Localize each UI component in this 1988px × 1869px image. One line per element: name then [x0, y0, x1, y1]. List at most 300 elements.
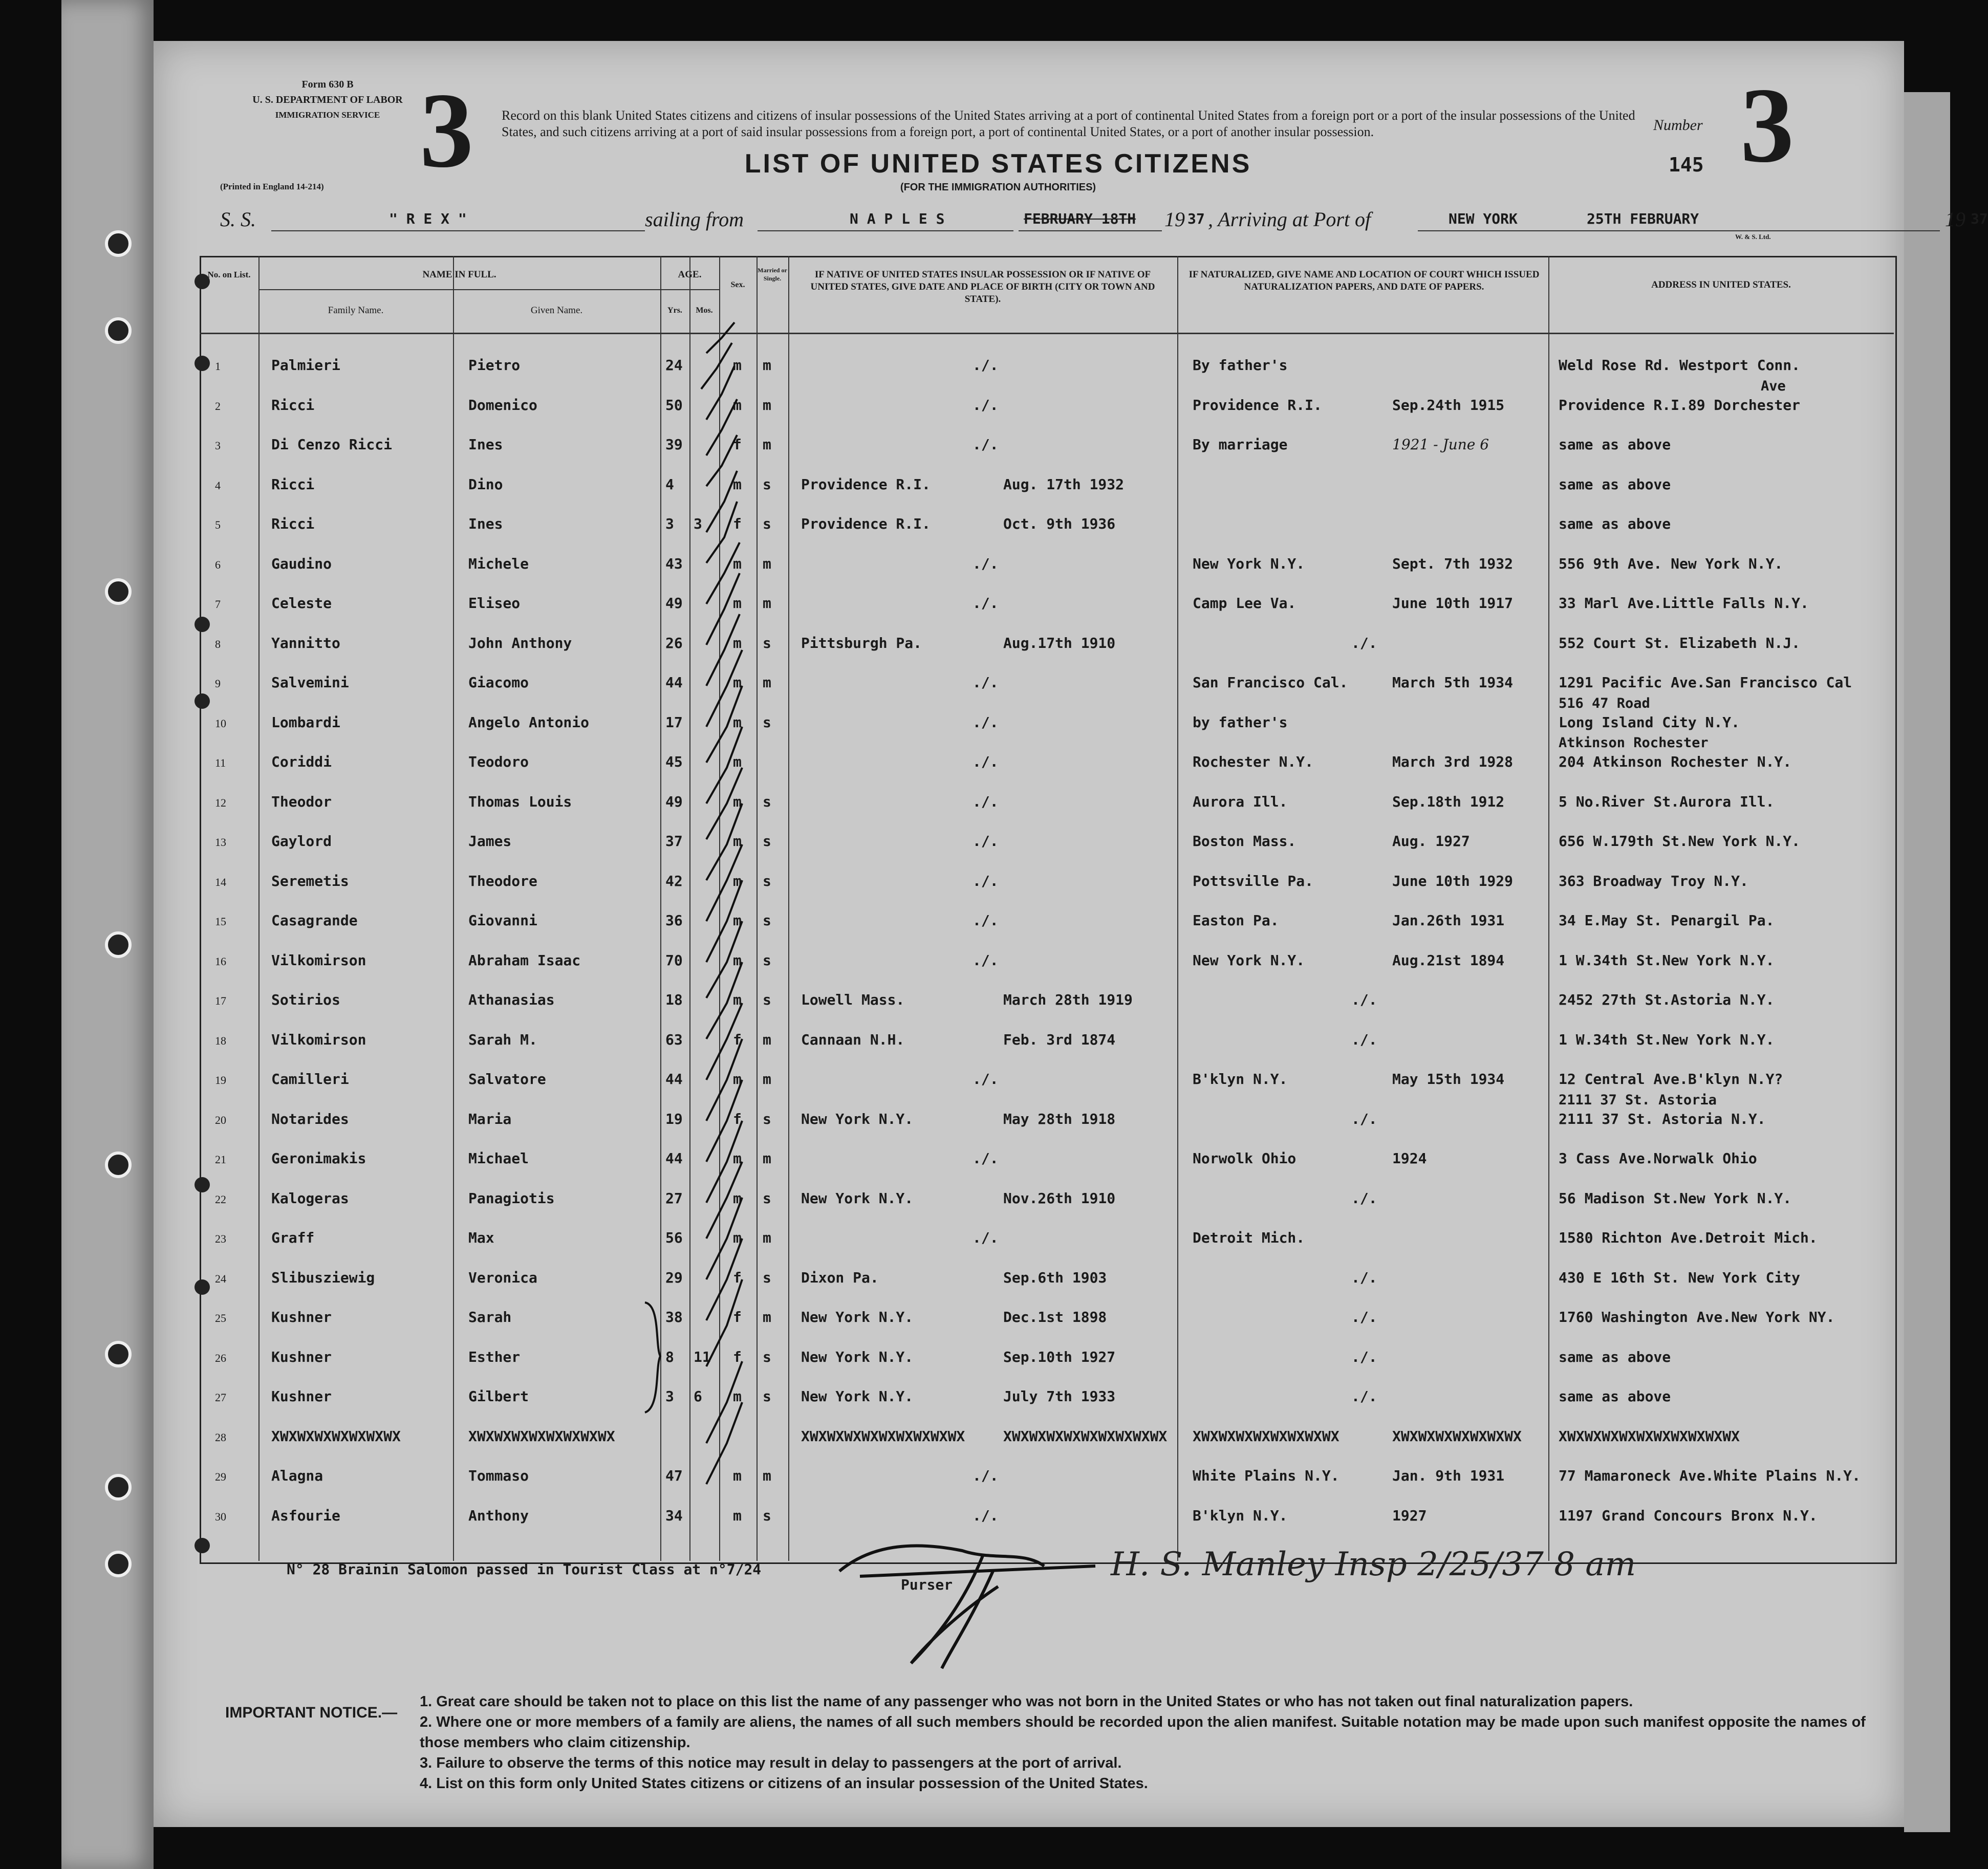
- cell-family: Yannitto: [271, 634, 340, 651]
- table-row: [200, 1094, 1894, 1134]
- cell-given: James: [468, 833, 512, 850]
- cell-nat-court: Norwolk Ohio: [1193, 1150, 1296, 1167]
- table-row: [200, 340, 1894, 380]
- cell-address: 556 9th Ave. New York N.Y.: [1559, 555, 1783, 572]
- cell-nat-date: June 10th 1929: [1392, 872, 1514, 889]
- cell-birth-date: Feb. 3rd 1874: [1003, 1031, 1116, 1048]
- cell-birth-date: ./.: [973, 1507, 999, 1524]
- cell-rno: 25: [215, 1312, 226, 1324]
- cell-yrs: 63: [665, 1031, 683, 1048]
- cell-family: Sotirios: [271, 991, 340, 1008]
- cell-birth-place: Dixon Pa.: [801, 1269, 879, 1286]
- cell-address: 1291 Pacific Ave.San Francisco Cal: [1559, 674, 1852, 691]
- ss-label: S. S.: [220, 208, 256, 231]
- cell-rno: 15: [215, 915, 226, 928]
- table-row: [200, 1332, 1894, 1372]
- table-row: [200, 1213, 1894, 1252]
- cell-sex: m: [733, 555, 742, 572]
- cell-address: Weld Rose Rd. Westport Conn.: [1559, 357, 1801, 374]
- cell-nat-court: Boston Mass.: [1193, 833, 1296, 850]
- cell-birth-date: ./.: [973, 1467, 999, 1484]
- cell-ms: m: [763, 1071, 771, 1088]
- big-number-right: 3: [1740, 66, 1794, 185]
- page-subtitle: (FOR THE IMMIGRATION AUTHORITIES): [900, 182, 1096, 193]
- cell-birth-date: ./.: [973, 357, 999, 374]
- cell-ms: s: [763, 991, 771, 1008]
- cell-yrs: 24: [665, 357, 683, 374]
- col-header-given-name: Given Name.: [530, 305, 583, 316]
- cell-address: 77 Mamaroneck Ave.White Plains N.Y.: [1559, 1467, 1861, 1484]
- binder-hole: [105, 317, 132, 344]
- cell-address: 3 Cass Ave.Norwalk Ohio: [1559, 1150, 1757, 1167]
- table-row: [200, 1134, 1894, 1173]
- cell-rno: 24: [215, 1272, 226, 1285]
- department-label: U. S. DEPARTMENT OF LABOR: [252, 94, 403, 105]
- cell-nat-court: ./.: [1351, 1309, 1377, 1325]
- arriving-label: , Arriving at Port of: [1208, 208, 1371, 231]
- cell-birth-date: ./.: [973, 1071, 999, 1088]
- cell-rno: 1: [215, 360, 221, 373]
- cell-ms: s: [763, 634, 771, 651]
- cell-family: Geronimakis: [271, 1150, 366, 1167]
- cell-sex: f: [733, 1110, 742, 1127]
- cell-ms: m: [763, 595, 771, 612]
- form-info-block: [220, 77, 435, 123]
- cell-sex: f: [733, 1309, 742, 1325]
- cell-family: Salvemini: [271, 674, 349, 691]
- cell-rno: 18: [215, 1034, 226, 1047]
- cell-rno: 30: [215, 1510, 226, 1523]
- notice-item-2: 2. Where one or more members of a family are aliens, the names of all such members should be recorded upon the alien manifest. Suitable notation may be made upon such manifest opposite the names of those members who claim citizenship.: [420, 1714, 1866, 1751]
- cell-sex: m: [733, 793, 742, 810]
- table-row: [200, 420, 1894, 459]
- cell-birth-date: ./.: [973, 951, 999, 969]
- cell-ms: s: [763, 1348, 771, 1365]
- cell-rno: 19: [215, 1074, 226, 1086]
- cell-birth-date: ./.: [973, 833, 999, 850]
- printed-note: (Printed in England 14-214): [220, 182, 324, 191]
- cell-yrs: 26: [665, 634, 683, 651]
- cell-ms: m: [763, 1031, 771, 1048]
- col-header-address: ADDRESS IN UNITED STATES.: [1651, 279, 1791, 290]
- cell-yrs: 70: [665, 951, 683, 969]
- table-row: [200, 1372, 1894, 1411]
- cell-nat-date: June 10th 1917: [1392, 595, 1514, 612]
- inspector-note: H. S. Manley Insp 2/25/37 8 am: [1111, 1546, 1636, 1583]
- cell-rno: 3: [215, 439, 221, 452]
- cell-nat-court: New York N.Y.: [1193, 555, 1305, 572]
- cell-ms: m: [763, 1309, 771, 1325]
- cell-birth-date: Sep.6th 1903: [1003, 1269, 1107, 1286]
- cell-birth-date: Dec.1st 1898: [1003, 1309, 1107, 1325]
- cell-nat-date: March 3rd 1928: [1392, 753, 1514, 770]
- cell-given: Pietro: [468, 357, 521, 374]
- cell-nat-court: Providence R.I.: [1193, 396, 1322, 414]
- cell-birth-place: New York N.Y.: [801, 1388, 914, 1405]
- cell-address: 5 No.River St.Aurora Ill.: [1559, 793, 1775, 810]
- cell-ms: m: [763, 436, 771, 453]
- table-row: [200, 460, 1894, 499]
- cell-birth-place: Providence R.I.: [801, 475, 931, 493]
- service-label: IMMIGRATION SERVICE: [275, 110, 380, 120]
- cell-ms: s: [763, 912, 771, 929]
- cell-given: Ines: [468, 436, 503, 453]
- cell-birth-date: ./.: [973, 713, 999, 731]
- cell-sex: f: [733, 515, 742, 532]
- cell-birth-date: ./.: [973, 1150, 999, 1167]
- ship-name: " R E X ": [389, 210, 467, 227]
- cell-birth-date: ./.: [973, 396, 999, 414]
- cell-mos: 11: [694, 1348, 711, 1365]
- cell-birth-date: Oct. 9th 1936: [1003, 515, 1116, 532]
- col-header-sex: Sex.: [730, 280, 745, 289]
- cell-ms: s: [763, 872, 771, 889]
- cell-address-above: Ave: [1761, 378, 1786, 394]
- departure-date: FEBRUARY 18TH: [1024, 210, 1136, 227]
- cell-birth-date: ./.: [973, 674, 999, 691]
- cell-sex: m: [733, 1388, 742, 1405]
- cell-rno: 17: [215, 994, 226, 1007]
- cell-ms: s: [763, 515, 771, 532]
- cell-rno: 14: [215, 875, 226, 888]
- cell-yrs: 3: [665, 1388, 674, 1405]
- cell-given: Teodoro: [468, 753, 529, 770]
- page-edge: [1904, 92, 1950, 1832]
- cell-nat-date: May 15th 1934: [1392, 1071, 1505, 1088]
- cell-ms: m: [763, 396, 771, 414]
- cell-yrs: 17: [665, 713, 683, 731]
- cell-birth-date: ./.: [973, 436, 999, 453]
- cell-family: Celeste: [271, 595, 332, 612]
- cell-given: Veronica: [468, 1269, 537, 1286]
- binder-hole: [105, 578, 132, 605]
- table-row: [200, 539, 1894, 578]
- cell-address-above: Atkinson Rochester: [1559, 735, 1709, 751]
- table-row: [200, 1491, 1894, 1530]
- cell-mos: 6: [694, 1388, 702, 1405]
- cell-sex: m: [733, 872, 742, 889]
- cell-yrs: 44: [665, 1150, 683, 1167]
- cell-ms: s: [763, 1388, 771, 1405]
- cell-family: Asfourie: [271, 1507, 340, 1524]
- cell-ms: s: [763, 1110, 771, 1127]
- cell-birth-place: Providence R.I.: [801, 515, 931, 532]
- cell-family: Kushner: [271, 1309, 332, 1325]
- cell-rno: 23: [215, 1232, 226, 1245]
- cell-birth-place: Lowell Mass.: [801, 991, 905, 1008]
- cell-birth-place: New York N.Y.: [801, 1309, 914, 1325]
- binder-strip: [61, 0, 154, 1869]
- cell-sex: f: [733, 1031, 742, 1048]
- cell-rno: 16: [215, 954, 226, 968]
- cell-family: Ricci: [271, 396, 315, 414]
- cell-given: XWXWXWXWXWXWXWXWX: [468, 1427, 615, 1445]
- cell-address: 56 Madison St.New York N.Y.: [1559, 1189, 1792, 1207]
- cell-given: Michele: [468, 555, 529, 572]
- cell-rno: 29: [215, 1470, 226, 1483]
- cell-birth-date: ./.: [973, 793, 999, 810]
- cell-birth-date: ./.: [973, 872, 999, 889]
- cell-yrs: 43: [665, 555, 683, 572]
- binder-hole: [105, 931, 132, 958]
- cell-given: Eliseo: [468, 595, 521, 612]
- table-row: [200, 1292, 1894, 1332]
- cell-birth-date: May 28th 1918: [1003, 1110, 1116, 1127]
- purser-label: Purser: [901, 1576, 953, 1593]
- sailing-line: [220, 207, 1988, 233]
- cell-nat-court: B'klyn N.Y.: [1193, 1071, 1288, 1088]
- departure-year-prefix: 19: [1164, 208, 1185, 231]
- binder-hole: [105, 1474, 132, 1501]
- cell-nat-court: Aurora Ill.: [1193, 793, 1288, 810]
- cell-rno: 10: [215, 716, 226, 730]
- cell-rno: 8: [215, 637, 221, 650]
- table-row: [200, 1015, 1894, 1054]
- cell-rno: 26: [215, 1351, 226, 1364]
- cell-birth-date: Aug. 17th 1932: [1003, 475, 1125, 493]
- cell-yrs: 50: [665, 396, 683, 414]
- cell-nat-court: Camp Lee Va.: [1193, 595, 1296, 612]
- table-row: [200, 658, 1894, 697]
- cell-birth-date: ./.: [973, 555, 999, 572]
- cell-family: Palmieri: [271, 357, 340, 374]
- cell-rno: 6: [215, 558, 221, 571]
- cell-given: Abraham Isaac: [468, 951, 581, 969]
- big-number-left: 3: [420, 71, 473, 190]
- cell-nat-date: XWXWXWXWXWXWXWX: [1392, 1427, 1522, 1445]
- cell-nat-date: Jan. 9th 1931: [1392, 1467, 1505, 1484]
- cell-given: Panagiotis: [468, 1189, 555, 1207]
- cell-yrs: 44: [665, 674, 683, 691]
- cell-birth-date: XWXWXWXWXWXWXWXWXWX: [1003, 1427, 1168, 1445]
- cell-ms: s: [763, 1269, 771, 1286]
- table-row: [200, 1253, 1894, 1292]
- cell-ms: s: [763, 793, 771, 810]
- table-row: [200, 737, 1894, 776]
- cell-sex: m: [733, 674, 742, 691]
- col-header-mos: Mos.: [696, 306, 713, 315]
- cell-given: Salvatore: [468, 1071, 546, 1088]
- cell-address: Providence R.I.89 Dorchester: [1559, 396, 1801, 414]
- cell-address: 1 W.34th St.New York N.Y.: [1559, 1031, 1775, 1048]
- notice-item-3: 3. Failure to observe the terms of this notice may result in delay to passengers at the port of arrival.: [420, 1755, 1122, 1771]
- cell-address: 34 E.May St. Penargil Pa.: [1559, 912, 1775, 929]
- cell-address: 1580 Richton Ave.Detroit Mich.: [1559, 1229, 1818, 1246]
- cell-family: Ricci: [271, 475, 315, 493]
- col-header-name-in-full: NAME IN FULL.: [422, 269, 496, 280]
- cell-nat-court: B'klyn N.Y.: [1193, 1507, 1288, 1524]
- cell-ms: m: [763, 1150, 771, 1167]
- cell-address: Long Island City N.Y.: [1559, 713, 1740, 731]
- cell-address-above: 516 47 Road: [1559, 695, 1650, 711]
- cell-ms: m: [763, 1229, 771, 1246]
- cell-sex: f: [733, 1348, 742, 1365]
- table-row: [200, 856, 1894, 896]
- cell-nat-court: New York N.Y.: [1193, 951, 1305, 969]
- cell-given: Domenico: [468, 396, 537, 414]
- arrival-year-prefix: 19: [1945, 208, 1965, 231]
- cell-given: Max: [468, 1229, 494, 1246]
- cell-nat-court: ./.: [1351, 1031, 1377, 1048]
- cell-yrs: 36: [665, 912, 683, 929]
- cell-ms: s: [763, 713, 771, 731]
- cell-rno: 7: [215, 598, 221, 611]
- cell-birth-date: ./.: [973, 912, 999, 929]
- cell-birth-place: New York N.Y.: [801, 1189, 914, 1207]
- cell-address: same as above: [1559, 1348, 1671, 1365]
- cell-nat-date: Aug. 1927: [1392, 833, 1470, 850]
- cell-birth-date: March 28th 1919: [1003, 991, 1133, 1008]
- cell-given: Giovanni: [468, 912, 537, 929]
- cell-family: Kalogeras: [271, 1189, 349, 1207]
- cell-rno: 12: [215, 796, 226, 809]
- cell-yrs: 45: [665, 753, 683, 770]
- cell-given: Dino: [468, 475, 503, 493]
- purser-signature: [829, 1530, 1116, 1679]
- cell-given: Thomas Louis: [468, 793, 572, 810]
- cell-sex: f: [733, 1269, 742, 1286]
- cell-birth-date: ./.: [973, 753, 999, 770]
- sailing-from-label: sailing from: [645, 208, 744, 231]
- cell-ms: s: [763, 475, 771, 493]
- cell-sex: m: [733, 634, 742, 651]
- col-header-family-name: Family Name.: [328, 305, 384, 316]
- number-label: Number: [1653, 117, 1703, 134]
- cell-mos: 3: [694, 515, 702, 532]
- binder-hole: [105, 1341, 132, 1367]
- cell-address: 552 Court St. Elizabeth N.J.: [1559, 634, 1801, 651]
- cell-nat-court: Easton Pa.: [1193, 912, 1279, 929]
- cell-nat-court: ./.: [1351, 991, 1377, 1008]
- cell-family: Vilkomirson: [271, 951, 366, 969]
- cell-given: Ines: [468, 515, 503, 532]
- cell-birth-date: July 7th 1933: [1003, 1388, 1116, 1405]
- cell-nat-court: Detroit Mich.: [1193, 1229, 1305, 1246]
- col-header-age: AGE.: [678, 269, 702, 280]
- cell-birth-date: ./.: [973, 1229, 999, 1246]
- cell-ms: m: [763, 357, 771, 374]
- cell-yrs: 44: [665, 1071, 683, 1088]
- cell-sex: f: [733, 436, 742, 453]
- cell-family: XWXWXWXWXWXWXWX: [271, 1427, 401, 1445]
- cell-address: 1 W.34th St.New York N.Y.: [1559, 951, 1775, 969]
- cell-address: same as above: [1559, 436, 1671, 453]
- cell-yrs: 42: [665, 872, 683, 889]
- col-header-yrs: Yrs.: [667, 306, 682, 315]
- cell-ms: m: [763, 1467, 771, 1484]
- cell-given: Esther: [468, 1348, 521, 1365]
- cell-yrs: 8: [665, 1348, 674, 1365]
- cell-rno: 2: [215, 399, 221, 412]
- arrival-port: NEW YORK: [1449, 210, 1518, 227]
- cell-birth-place: New York N.Y.: [801, 1348, 914, 1365]
- cell-sex: m: [733, 595, 742, 612]
- cell-yrs: 56: [665, 1229, 683, 1246]
- form-number: Form 630 B: [301, 79, 354, 90]
- cell-nat-court: ./.: [1351, 1269, 1377, 1286]
- cell-yrs: 47: [665, 1467, 683, 1484]
- cell-birth-date: Nov.26th 1910: [1003, 1189, 1116, 1207]
- cell-address: 363 Broadway Troy N.Y.: [1559, 872, 1748, 889]
- cell-given: Gilbert: [468, 1388, 529, 1405]
- printer-mark: W. & S. Ltd.: [1735, 233, 1771, 241]
- cell-birth-place: XWXWXWXWXWXWXWXWXWX: [801, 1427, 965, 1445]
- cell-yrs: 39: [665, 436, 683, 453]
- col-header-native: IF NATIVE OF UNITED STATES INSULAR POSSESSION OR IF NATIVE OF UNITED STATES, GIVE DATE AND PLACE OF BIRTH (CITY OR TOWN AND STATE).: [810, 269, 1155, 305]
- cell-ms: s: [763, 951, 771, 969]
- cell-given: John Anthony: [468, 634, 572, 651]
- cell-ms: m: [763, 674, 771, 691]
- cell-nat-court: ./.: [1351, 1189, 1377, 1207]
- table-row: [200, 1054, 1894, 1094]
- notice-item-1: 1. Great care should be taken not to place on this list the name of any passenger who was not born in the United States or who has not taken out final naturalization papers.: [420, 1693, 1633, 1710]
- cell-sex: m: [733, 1507, 742, 1524]
- departure-port: N A P L E S: [850, 210, 945, 227]
- cell-family: Kushner: [271, 1388, 332, 1405]
- table-row: [200, 1411, 1894, 1451]
- cell-yrs: 19: [665, 1110, 683, 1127]
- cell-family: Di Cenzo Ricci: [271, 436, 393, 453]
- table-row: [200, 1173, 1894, 1213]
- cell-given: Theodore: [468, 872, 537, 889]
- cell-nat-court: ./.: [1351, 1388, 1377, 1405]
- cell-nat-court: Pottsville Pa.: [1193, 872, 1314, 889]
- cell-nat-date: Aug.21st 1894: [1392, 951, 1505, 969]
- cell-address: same as above: [1559, 515, 1671, 532]
- cell-nat-court: White Plains N.Y.: [1193, 1467, 1339, 1484]
- cell-address: same as above: [1559, 475, 1671, 493]
- cell-family: Ricci: [271, 515, 315, 532]
- cell-family: Alagna: [271, 1467, 323, 1484]
- cell-address: 2452 27th St.Astoria N.Y.: [1559, 991, 1775, 1008]
- cell-birth-date: Sep.10th 1927: [1003, 1348, 1116, 1365]
- cell-birth-date: Aug.17th 1910: [1003, 634, 1116, 651]
- cell-family: Slibusziewig: [271, 1269, 375, 1286]
- table-row: [200, 695, 1894, 737]
- cell-nat-court: ./.: [1351, 1348, 1377, 1365]
- table-row: [200, 499, 1894, 538]
- cell-nat-court: San Francisco Cal.: [1193, 674, 1348, 691]
- cell-nat-date: Jan.26th 1931: [1392, 912, 1505, 929]
- arrival-date: 25TH FEBRUARY: [1587, 210, 1699, 227]
- cell-family: Gaylord: [271, 833, 332, 850]
- cell-birth-place: Cannaan N.H.: [801, 1031, 905, 1048]
- cell-address-above: 2111 37 St. Astoria: [1559, 1092, 1717, 1108]
- binder-hole: [105, 230, 132, 257]
- cell-address: 1760 Washington Ave.New York NY.: [1559, 1309, 1835, 1325]
- cell-nat-date: 1927: [1392, 1507, 1427, 1524]
- cell-yrs: 38: [665, 1309, 683, 1325]
- cell-rno: 28: [215, 1430, 226, 1444]
- cell-yrs: 27: [665, 1189, 683, 1207]
- cell-rno: 5: [215, 518, 221, 531]
- cell-given: Maria: [468, 1110, 512, 1127]
- cell-sex: m: [733, 1150, 742, 1167]
- cell-nat-court: ./.: [1351, 634, 1377, 651]
- cell-sex: m: [733, 1189, 742, 1207]
- cell-family: Notarides: [271, 1110, 349, 1127]
- cell-address: 1197 Grand Concours Bronx N.Y.: [1559, 1507, 1818, 1524]
- cell-yrs: 4: [665, 475, 674, 493]
- cell-yrs: 37: [665, 833, 683, 850]
- cell-ms: s: [763, 1189, 771, 1207]
- table-row: [200, 1451, 1894, 1490]
- table-row: [200, 936, 1894, 975]
- cell-address: 430 E 16th St. New York City: [1559, 1269, 1801, 1286]
- cell-rno: 13: [215, 836, 226, 849]
- cell-family: Graff: [271, 1229, 315, 1246]
- cell-family: Gaudino: [271, 555, 332, 572]
